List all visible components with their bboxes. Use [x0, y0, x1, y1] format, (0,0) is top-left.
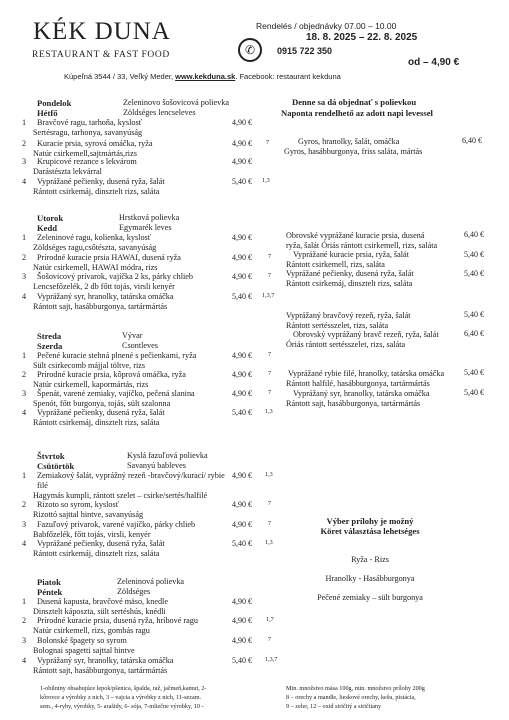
- item-allergens: 1,3: [265, 408, 273, 415]
- item-allergens: 7: [266, 139, 270, 146]
- item-sk-text: Zemiakový šalát, vyprážný rezeň -bravčový/kurací/ rybie filé: [37, 471, 225, 490]
- item-num: 3: [22, 389, 27, 398]
- item-sk: Dusená kapusta, bravčové mäso, knedle: [37, 597, 168, 606]
- item-price: 4,90 €: [232, 233, 252, 242]
- phone-icon: ✆: [238, 38, 262, 62]
- item-price: 4,90 €: [232, 272, 252, 281]
- daily-item-hu: Rántott csirkemell, rizs, saláta: [286, 260, 385, 269]
- item-sk: Šošovicový prívarok, vajíčka 2 ks, párky chlieb: [37, 272, 193, 281]
- restaurant-name: KÉK DUNA: [33, 18, 171, 45]
- item-allergens: 1,3: [265, 471, 273, 478]
- item-sk: Vyprážané pečienky, dusená ryža, šalát: [37, 177, 165, 186]
- soup-sk: Zeleninová polievka: [117, 577, 185, 586]
- item-hu: Rizottó sajttal hintve, savanyúság: [33, 510, 144, 519]
- item-price: 4,90 €: [232, 157, 252, 166]
- item-sk: Fazuľový prívarok, varené vajíčko, párky chlieb: [37, 520, 196, 529]
- daily-item-price: 5,40 €: [464, 310, 484, 319]
- item-num: 4: [22, 656, 27, 665]
- soup-sk: Kyslá fazuľová polievka: [127, 451, 208, 460]
- day-sk: Piatok: [37, 577, 61, 587]
- item-allergens: 7: [268, 520, 272, 527]
- item-num: 1: [22, 233, 27, 242]
- item-price: 5,40 €: [232, 292, 252, 301]
- day-sk: Pondelok: [37, 98, 72, 108]
- item-sk: Pečené kuracie stehná plnené s pečienkami, ryža: [37, 351, 197, 360]
- soup-sk: Vývar: [122, 331, 143, 340]
- daily-item-hu: Rántott halfilé, hasábburgonya, tartármártás: [286, 379, 430, 388]
- address-text: Kúpeľná 3544 / 33, Veľký Meder: [64, 72, 171, 81]
- item-price: 4,90 €: [232, 500, 252, 509]
- daily-item-sk: Vyprážaný bravčový rezeň, ryža, šalát: [286, 311, 411, 320]
- item-sk: Špenát, varené zemiaky, vajíčko, pečená slanina: [37, 389, 195, 398]
- item-allergens: 1,3: [265, 539, 273, 546]
- side-option: Pečené zemiaky – sült burgonya: [317, 593, 423, 602]
- item-num: 2: [22, 500, 27, 509]
- item-num: 1: [22, 118, 27, 127]
- soup-hu: Csontleves: [122, 341, 158, 350]
- item-hu: Natúr csirkemell, rizs, gombás ragu: [33, 626, 150, 635]
- daily-item-hu: ryža, šalát Óriás rántott csirkemell, rizs, saláta: [286, 241, 438, 250]
- item-hu: Dinsztelt káposzta, sült sertéshús, knédli: [33, 607, 166, 616]
- item-sk: Kuracie prsia, syrová omáčka, ryža: [37, 139, 153, 148]
- day-sk: Utorok: [37, 213, 64, 223]
- item-sk: Zeleninové ragu, kolienka, kyslosť: [37, 233, 152, 242]
- side-option: Ryža - Rizs: [351, 555, 389, 564]
- item-price: 4,90 €: [232, 616, 252, 625]
- daily-item-price: 6,40 €: [462, 136, 482, 145]
- daily-item-hu: Rántott sajt, hasábburgonya, tartármártás: [286, 399, 421, 408]
- price-from: od – 4,90 €: [408, 57, 460, 68]
- item-num: 2: [22, 370, 27, 379]
- day-hu: Szerda: [37, 341, 63, 351]
- item-num: 4: [22, 539, 27, 548]
- sides-title-sk: Výber prílohy je možný: [326, 516, 414, 526]
- item-sk: [22, 471, 237, 491]
- item-price: 4,90 €: [232, 389, 252, 398]
- item-hu: Rántott sajt, hasábburgonya, tartármártás: [33, 302, 168, 311]
- item-price: 4,90 €: [232, 520, 252, 529]
- order-hours: Rendelés / objednávky 07.00 – 10.00: [256, 21, 397, 31]
- allergen-note: 8 – orechy a mandle, lieskové orechy, kešu, pistácia,: [286, 694, 416, 701]
- item-sk: Prírodné kuracie prsia HAWAI, dusená ryža: [37, 253, 181, 262]
- day-sk: Streda: [37, 331, 62, 341]
- item-hu: Sült csirkecomb májjal töltve, rizs: [33, 361, 146, 370]
- daily-item-hu: Rántott csirkemáj, dinsztelt rizs, saláta: [286, 279, 413, 288]
- item-price: 4,90 €: [232, 139, 252, 148]
- item-allergens: 1,7: [266, 616, 274, 623]
- item-hu: Spenót, főtt burgonya, tojás, sült szalonna: [33, 399, 171, 408]
- daily-item-price: 5,40 €: [464, 250, 484, 259]
- item-hu: Darástészta lekvárral: [33, 167, 102, 176]
- day-hu: Csütörtök: [37, 461, 75, 471]
- day-hu: Kedd: [37, 223, 58, 233]
- phone-number: 0915 722 350: [277, 46, 333, 56]
- allergen-note: kôrovce a výrobky z nich, 3 – vajcia a výrobky z nich, 11-sezam.: [40, 694, 202, 701]
- item-num: 1: [22, 351, 27, 360]
- restaurant-subtitle: RESTAURANT & FAST FOOD: [32, 50, 170, 60]
- item-num: 1: [22, 471, 27, 480]
- item-sk: Vyprážané pečienky, dusená ryža, šalát: [37, 539, 165, 548]
- item-price: 5,40 €: [232, 408, 252, 417]
- item-price: 5,40 €: [232, 656, 252, 665]
- item-sk: Prírodné kuracie prsia, dusená ryža, hríbové ragu: [37, 616, 198, 625]
- side-option: Hranolky - Hasábburgonya: [325, 574, 415, 583]
- item-num: 4: [22, 177, 27, 186]
- item-allergens: 7: [268, 351, 272, 358]
- item-price: 4,90 €: [232, 471, 252, 480]
- item-num: 2: [22, 616, 27, 625]
- item-hu: Lencsefőzelék, 2 db főtt tojás, virsli kenyér: [33, 282, 175, 291]
- item-hu: Hagymás kumpli, rántott szelet – csirke/sertés/halfilé: [33, 491, 208, 500]
- item-price: 4,90 €: [232, 597, 252, 606]
- daily-item-hu: Óriás rántott sertésszelet, rizs, saláta: [286, 340, 406, 349]
- item-allergens: 7: [268, 636, 272, 643]
- allergen-note: 9 – zeler, 12 – oxid siričitý a siričitany: [286, 703, 382, 710]
- item-allergens: 1,3: [262, 177, 270, 184]
- item-num: 2: [22, 253, 27, 262]
- item-allergens: 7: [268, 272, 272, 279]
- item-price: 4,90 €: [232, 636, 252, 645]
- item-hu: Babfőzelék, főtt tojás, virsli, kenyér: [33, 530, 151, 539]
- daily-item-sk: Vyprážané pečienky, dusená ryža, šalát: [286, 269, 414, 278]
- item-hu: Rántott csirkemáj, dinsztelt rizs, saláta: [33, 418, 160, 427]
- item-sk: Prírodné kuracie prsia, kôprová omáčka, ryža: [37, 370, 186, 379]
- daily-item-price: 6,40 €: [464, 329, 484, 338]
- item-sk: Bravčové ragu, tarhoňa, kyslosť: [37, 118, 143, 127]
- soup-hu: Savanyú bableves: [127, 461, 186, 470]
- allergen-note: 1-obilniny obsahujúce lepok/pšenica, špalda, raž, jačmeň,kamut, 2-: [40, 685, 207, 692]
- item-hu: Rántott csirkemáj, dinsztelt rizs, saláta: [33, 549, 160, 558]
- soup-sk: Hrstková polievka: [119, 213, 180, 222]
- daily-item-hu: Gyros, hasábburgonya, friss saláta, mártás: [284, 147, 423, 156]
- item-price: 5,40 €: [232, 177, 252, 186]
- item-hu: Zöldséges ragu,csőtészta, savanyúság: [33, 243, 157, 252]
- daily-item-price: 5,40 €: [464, 368, 484, 377]
- daily-title-hu: Naponta rendelhető az adott napi levessel: [281, 108, 433, 118]
- daily-item-price: 5,40 €: [464, 388, 484, 397]
- item-hu: Rántott csirkemáj, dinsztelt rizs, saláta: [33, 187, 160, 196]
- website-link[interactable]: www.kekduna.sk: [175, 72, 236, 81]
- day-hu: Péntek: [37, 587, 63, 597]
- item-sk: Bolonské špagety so syrom: [37, 636, 127, 645]
- item-sk: Vyprážaný syr, hranolky, tatárska omáčka: [37, 656, 174, 665]
- item-num: 3: [22, 272, 27, 281]
- item-hu: Natúr csirkemell, kapormártás, rizs: [33, 380, 149, 389]
- address: Kúpeľná 3544 / 33, Veľký Meder, www.kekduna.sk. Facebook: restaurant kekduna: [64, 72, 341, 81]
- item-price: 4,90 €: [232, 118, 252, 127]
- item-sk: Vyprážané pečienky, dusená ryža, šalát: [37, 408, 165, 417]
- allergen-note: sem., 4-ryby, výrobky, 5- arašidy, 6- sója, 7-mliečne výrobky, 10 -: [40, 703, 204, 710]
- item-allergens: 7: [268, 389, 272, 396]
- daily-item-hu: Rántott sertésszelet, rizs, saláta: [286, 321, 389, 330]
- item-hu: Natúr csirkemell,sajtmártás,rizs: [33, 149, 137, 158]
- item-hu: Bolognai spagetti sajttal hintve: [33, 646, 135, 655]
- facebook-text: Facebook: restaurant kekduna: [239, 72, 341, 81]
- menu-dates: 18. 8. 2025 – 22. 8. 2025: [306, 32, 418, 43]
- daily-item-sk: Obrovský vyprážaný bravč rezeň, ryža, šalát: [293, 330, 439, 339]
- sides-title-hu: Köret választása lehetséges: [320, 526, 420, 536]
- item-hu: Natúr csirkemell, HAWAI módra, rizs: [33, 263, 158, 272]
- soup-hu: Zöldséges: [117, 587, 151, 596]
- daily-item-sk: Vyprážané rybie filé, hranolky, tatárska omáčka: [288, 369, 445, 378]
- day-hu: Hétfő: [37, 108, 58, 118]
- daily-item-sk: Vyprážaný syr, hranolky, tatárska omáčka: [293, 389, 430, 398]
- item-num: 3: [22, 636, 27, 645]
- item-price: 4,90 €: [232, 370, 252, 379]
- item-num: 4: [22, 408, 27, 417]
- soup-hu: Egymarék leves: [119, 223, 172, 232]
- item-allergens: 1,3,7: [265, 656, 278, 663]
- item-num: 3: [22, 157, 27, 166]
- item-allergens: 1,3,7: [262, 292, 275, 299]
- item-num: 2: [22, 139, 27, 148]
- soup-hu: Zöldséges lencseleves: [123, 108, 196, 117]
- item-price: 4,90 €: [232, 351, 252, 360]
- item-sk: Krupicové rezance s lekvárom: [37, 157, 137, 166]
- item-sk: Vyprážaný syr, hranolky, tatárska omáčka: [37, 292, 174, 301]
- daily-item-sk: Gyros, hranolky, šalát, omáčka: [298, 137, 400, 146]
- quantity-note: Min. množstvo mäsa 100g, min. množstvo prílohy 200g: [286, 685, 425, 692]
- day-sk: Štvrtok: [37, 451, 65, 461]
- item-num: 1: [22, 597, 27, 606]
- daily-title-sk: Denne sa dá objednať s polievkou: [292, 97, 417, 107]
- item-price: 5,40 €: [232, 539, 252, 548]
- item-allergens: 7: [268, 370, 272, 377]
- daily-item-sk: Vyprážané kuracie prsia, ryža, šalát: [293, 250, 409, 259]
- item-sk: Rizoto so syrom, kyslosť: [37, 500, 120, 509]
- daily-item-price: 6,40 €: [464, 230, 484, 239]
- item-num: 3: [22, 520, 27, 529]
- daily-item-sk: Obrovské vyprážané kuracie prsia, dusená: [286, 231, 425, 240]
- item-num: 4: [22, 292, 27, 301]
- daily-item-price: 5,40 €: [464, 269, 484, 278]
- item-hu: Sertésragu, tarhonya, savanyúság: [33, 128, 143, 137]
- item-hu: Rántott sajt, hasábburgonya, tartármártás: [33, 666, 168, 675]
- item-allergens: 7: [268, 500, 272, 507]
- item-allergens: 7: [268, 253, 272, 260]
- soup-sk: Zeleninovo šošovicová polievka: [123, 98, 229, 107]
- item-price: 4,90 €: [232, 253, 252, 262]
